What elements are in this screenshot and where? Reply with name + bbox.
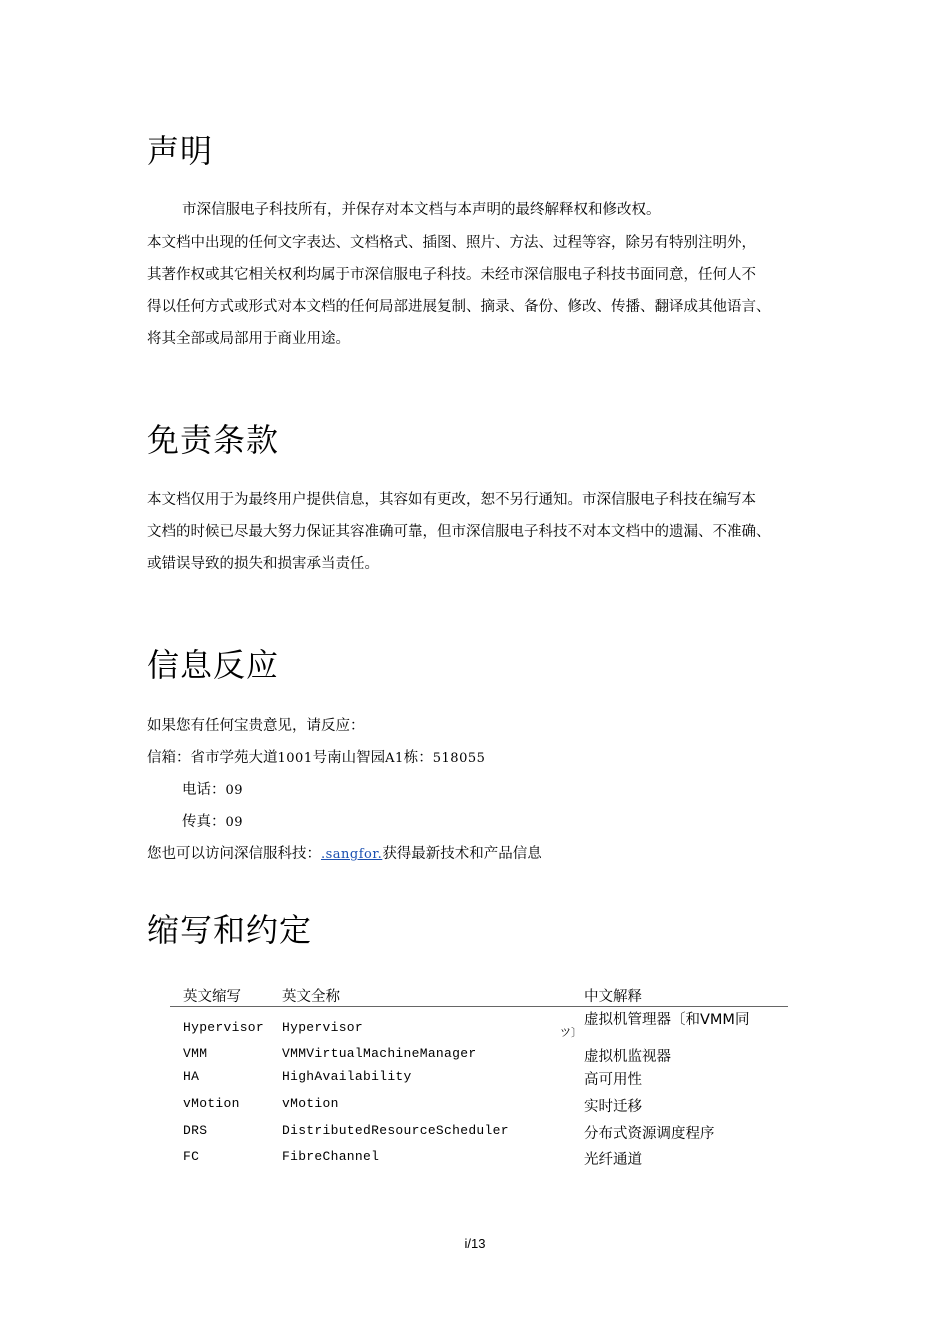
website-link[interactable]: .sangfor.: [321, 847, 383, 862]
row-zh: 虚拟机管理器〔和VMM同: [584, 1012, 750, 1028]
feedback-intro: 如果您有任何宝贵意见，请反应：: [147, 718, 365, 734]
row-zh: 高可用性: [584, 1072, 642, 1088]
row-abbr: vMotion: [183, 1096, 240, 1111]
header-full: 英文全称: [282, 989, 340, 1005]
phone-label: 电话：: [182, 782, 226, 798]
row-abbr: DRS: [183, 1123, 208, 1138]
row-full: FibreChannel: [282, 1149, 380, 1164]
mail-mid: 号南山智园: [312, 750, 386, 766]
row-full: VMMVirtualMachineManager: [282, 1046, 477, 1061]
feedback-phone: [182, 778, 243, 799]
row-abbr: VMM: [183, 1046, 208, 1061]
feedback-visit: [147, 842, 542, 863]
statement-line-3: 其著作权或其它相关权利均属于市深信服电子科技。未经市深信服电子科技书面同意，任何人不: [147, 267, 756, 283]
statement-line-4: 得以任何方式或形式对本文档的任何局部进展复制、摘录、备份、修改、传播、翻译成其他语言、: [147, 299, 771, 315]
fax-value: 09: [225, 815, 244, 830]
row-full: Hypervisor: [282, 1020, 364, 1035]
disclaimer-line-2: 文档的时候已尽最大努力保证其容准确可靠，但市深信服电子科技不对本文档中的遗漏、不准确、: [147, 524, 771, 540]
table-header-rule: [170, 1006, 788, 1007]
row-abbr: FC: [183, 1149, 200, 1164]
abbreviations-title: 缩写和约定: [147, 911, 313, 949]
statement-line-1: 市深信服电子科技所有，并保存对本文档与本声明的最终解释权和修改权。: [182, 202, 661, 218]
row-full: vMotion: [282, 1096, 339, 1111]
row-abbr: HA: [183, 1069, 200, 1084]
visit-suffix: 获得最新技术和产品信息: [382, 846, 542, 862]
row-note: ツ〕: [560, 1026, 582, 1039]
row-zh: 实时迁移: [584, 1099, 642, 1115]
disclaimer-title: 免责条款: [147, 421, 280, 459]
feedback-title: 信息反应: [147, 646, 280, 684]
row-full: HighAvailability: [282, 1069, 412, 1084]
mail-mid2: 栋：: [403, 750, 433, 766]
feedback-fax: [182, 810, 243, 831]
statement-line-2: 本文档中出现的任何文字表达、文档格式、插图、照片、方法、过程等容，除另有特别注明外，: [147, 235, 756, 251]
row-zh: 分布式资源调度程序: [584, 1126, 715, 1142]
statement-line-5: 将其全部或局部用于商业用途。: [147, 331, 350, 347]
fax-label: 传真：: [182, 814, 226, 830]
disclaimer-line-1: 本文档仅用于为最终用户提供信息，其容如有更改，恕不另行通知。市深信服电子科技在编写本: [147, 492, 756, 508]
mail-zip: 518055: [432, 751, 486, 766]
feedback-mail: [147, 746, 485, 767]
statement-title: 声明: [147, 132, 214, 170]
row-zh: 光纤通道: [584, 1152, 642, 1168]
row-full: DistributedResourceScheduler: [282, 1123, 509, 1138]
mail-building: A1: [385, 751, 404, 766]
phone-value: 09: [225, 783, 244, 798]
page-number: i/13: [464, 1236, 486, 1251]
mail-number: 1001: [277, 751, 313, 766]
visit-prefix: 您也可以访问深信服科技：: [147, 846, 321, 862]
header-abbr: 英文缩写: [183, 989, 241, 1005]
disclaimer-line-3: 或错误导致的损失和损害承当责任。: [147, 556, 379, 572]
mail-label: 信箱：省市学苑大道: [147, 750, 278, 766]
row-abbr: Hypervisor: [183, 1020, 265, 1035]
row-zh: 虚拟机监视器: [584, 1049, 671, 1065]
header-zh: 中文解释: [584, 989, 642, 1005]
